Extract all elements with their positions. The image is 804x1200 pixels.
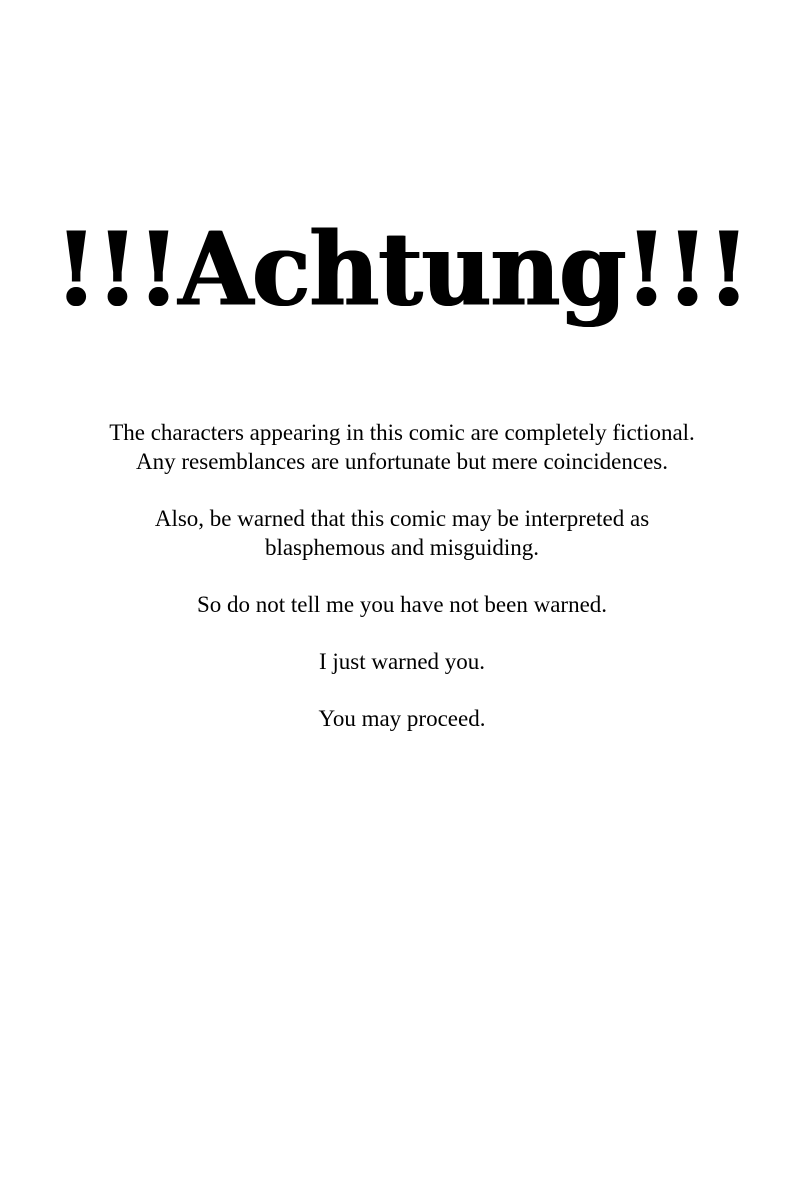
fiction-disclaimer-paragraph — [0, 418, 804, 476]
text-line: Any resemblances are unfortunate but mere coincidences. — [136, 449, 668, 474]
just-warned-paragraph — [0, 647, 804, 676]
warning-title: !!!Achtung!!! — [55, 210, 749, 329]
text-line: The characters appearing in this comic are completely fictional. — [109, 420, 695, 445]
text-line: Also, be warned that this comic may be interpreted as — [154, 506, 650, 531]
text-line: I just warned you. — [318, 649, 486, 674]
text-line: blasphemous and misguiding. — [264, 535, 540, 560]
text-line: You may proceed. — [318, 706, 486, 731]
warning-text — [0, 418, 804, 761]
text-line: So do not tell me you have not been warned. — [196, 592, 608, 617]
proceed-paragraph — [0, 704, 804, 733]
warned-paragraph — [0, 590, 804, 619]
content-warning-paragraph — [0, 504, 804, 562]
